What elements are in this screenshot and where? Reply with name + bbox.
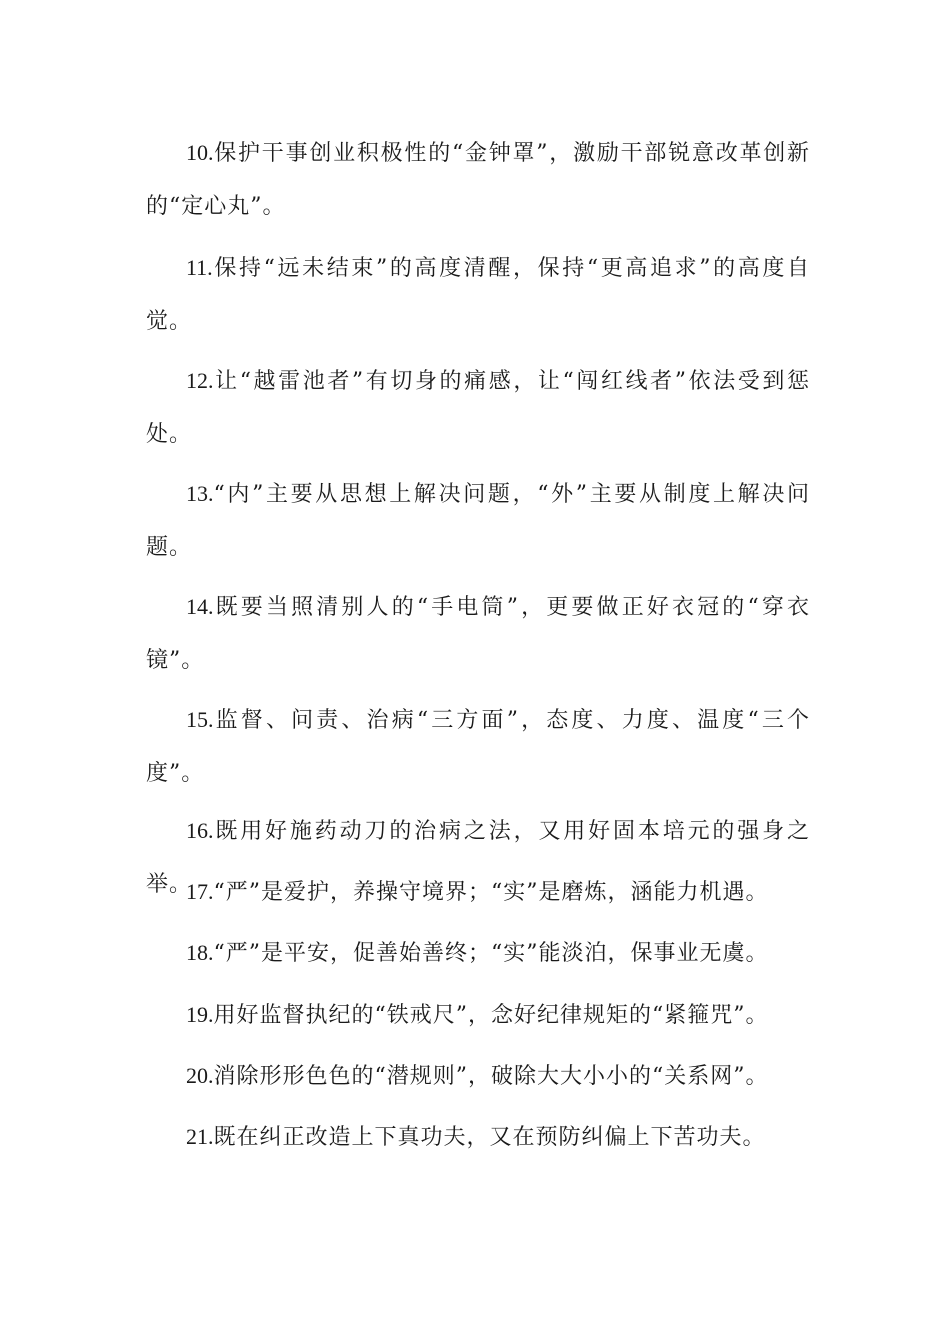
item-number: 21.	[186, 1124, 214, 1149]
item-text: 用好监督执纪的“铁戒尺”，念好纪律规矩的“紧箍咒”。	[213, 1003, 769, 1028]
item-number: 12.	[186, 368, 214, 393]
item-text: 监督、问责、治病“三方面”，态度、力度、温度“三个度”。	[146, 708, 810, 786]
list-item-18	[146, 926, 810, 980]
list-item-21	[146, 1110, 810, 1164]
item-number: 16.	[186, 818, 214, 843]
list-item-19	[146, 988, 810, 1042]
item-number: 11.	[186, 255, 213, 280]
item-number: 19.	[186, 1002, 214, 1027]
item-number: 10.	[186, 140, 214, 165]
list-item-10	[146, 126, 810, 233]
item-number: 17.	[186, 879, 214, 904]
list-item-20	[146, 1049, 810, 1103]
item-text: 既在纠正改造上下真功夫，又在预防纠偏上下苦功夫。	[213, 1125, 766, 1150]
item-text: 保护干事创业积极性的“金钟罩”，激励干部锐意改革创新的“定心丸”。	[146, 141, 810, 219]
list-item-13	[146, 467, 810, 574]
item-number: 18.	[186, 940, 214, 965]
list-item-11	[146, 241, 810, 348]
item-text: “严”是平安，促善始善终；“实”能淡泊，保事业无虞。	[213, 941, 769, 966]
item-text: 保持“远未结束”的高度清醒，保持“更高追求”的高度自觉。	[146, 256, 810, 334]
list-item-14	[146, 580, 810, 687]
list-item-15	[146, 693, 810, 800]
list-item-12	[146, 354, 810, 461]
item-number: 15.	[186, 707, 214, 732]
item-text: “严”是爱护，养操守境界；“实”是磨炼，涵能力机遇。	[213, 880, 769, 905]
item-text: 既要当照清别人的“手电筒”，更要做正好衣冠的“穿衣镜”。	[146, 595, 810, 673]
item-text: 既用好施药动刀的治病之法，又用好固本培元的强身之举。	[146, 819, 810, 897]
item-number: 14.	[186, 594, 214, 619]
item-text: “内”主要从思想上解决问题，“外”主要从制度上解决问题。	[146, 482, 810, 560]
item-text: 消除形形色色的“潜规则”，破除大大小小的“关系网”。	[213, 1064, 769, 1089]
item-number: 20.	[186, 1063, 214, 1088]
item-text: 让“越雷池者”有切身的痛感，让“闯红线者”依法受到惩处。	[146, 369, 810, 447]
list-item-17	[146, 865, 810, 919]
item-number: 13.	[186, 481, 214, 506]
